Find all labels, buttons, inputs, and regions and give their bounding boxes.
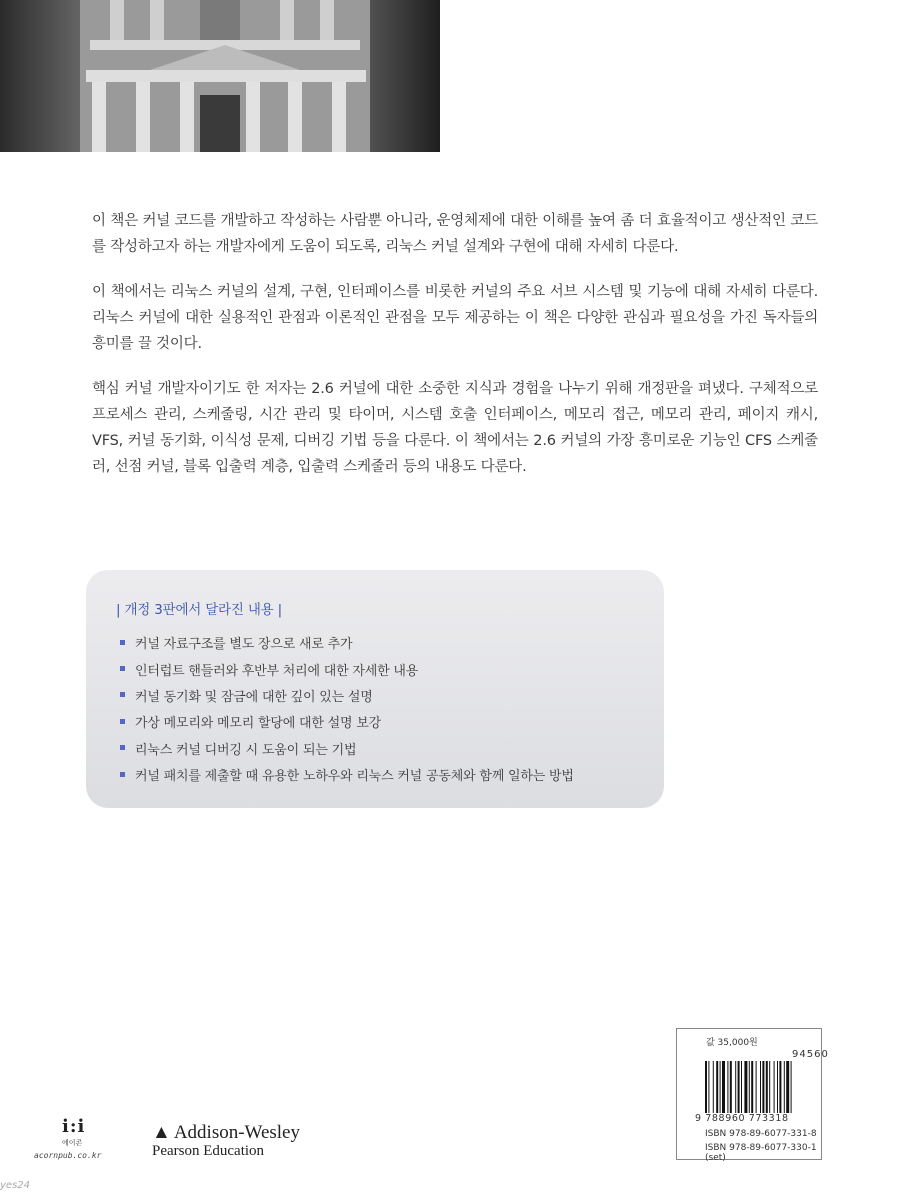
list-item: 리눅스 커널 디버깅 시 도움이 되는 기법 xyxy=(120,738,574,764)
barcode-addon-number: 94560 xyxy=(792,1049,829,1060)
edition-changes-box xyxy=(86,570,664,808)
square-bullet-icon xyxy=(120,772,125,777)
isbn-number: ISBN 978-89-6077-331-8 xyxy=(705,1129,817,1139)
description-paragraph-1: 이 책은 커널 코드를 개발하고 작성하는 사람뿐 아니라, 운영체제에 대한 이해를 높여 좀 더 효율적이고 생산적인 코드를 작성하고자 하는 개발자에게 도움이 되도록, 리눅스 커널 설계와 구현에 대해 자세히 다룬다. xyxy=(92,213,818,255)
description-paragraph-3: 핵심 커널 개발자이기도 한 저자는 2.6 커널에 대한 소중한 지식과 경험을 나누기 위해 개정판을 펴냈다. 구체적으로 프로세스 관리, 스케줄링, 시간 관리 및 타이머, 시스템 호출 인터페이스, 메모리 접근, 메모리 관리, 페이지 캐시, VFS, 커널 동기화, 이식성 문제, 디버깅 기법 등을 다룬다. 이 책에서는 2.6 커널의 가장 흥미로운 기능인 CFS 스케줄러, 선점 커널, 블록 입출력 계층, 입출력 스케줄러 등의 내용도 다룬다. xyxy=(92,381,818,475)
list-item: 커널 패치를 제출할 때 유용한 노하우와 리눅스 커널 공동체와 함께 일하는 방법 xyxy=(120,764,574,790)
cover-photo-petra-treasury xyxy=(0,0,440,152)
square-bullet-icon xyxy=(120,692,125,697)
addison-wesley-name: Addison-Wesley xyxy=(173,1122,300,1143)
list-item: 가상 메모리와 메모리 할당에 대한 설명 보강 xyxy=(120,711,574,737)
isbn-barcode-block xyxy=(676,1028,829,1163)
barcode-icon xyxy=(705,1061,815,1113)
square-bullet-icon xyxy=(120,745,125,750)
edition-changes-list xyxy=(120,632,574,790)
description-text xyxy=(92,208,818,499)
price-label: 값 35,000원 xyxy=(706,1038,758,1048)
list-item: 인터럽트 핸들러와 후반부 처리에 대한 자세한 내용 xyxy=(120,658,574,684)
list-item: 커널 자료구조를 별도 장으로 새로 추가 xyxy=(120,632,574,658)
pearson-education-name: Pearson Education xyxy=(152,1143,265,1159)
acorn-url: acornpub.co.kr xyxy=(34,1151,102,1160)
acorn-korean-name: 에이콘 xyxy=(62,1139,83,1147)
aw-triangle-icon: ▲ xyxy=(152,1122,171,1143)
square-bullet-icon xyxy=(120,640,125,645)
watermark-stamp: yes24 xyxy=(0,1180,31,1191)
square-bullet-icon xyxy=(120,666,125,671)
addison-wesley-logo xyxy=(152,1122,300,1144)
barcode-digits: 9 788960 773318 xyxy=(695,1113,789,1124)
isbn-set-number: ISBN 978-89-6077-330-1 (set) xyxy=(705,1143,817,1163)
description-paragraph-2: 이 책에서는 리눅스 커널의 설계, 구현, 인터페이스를 비롯한 커널의 주요 서브 시스템 및 기능에 대해 자세히 다룬다. 리눅스 커널에 대한 실용적인 관점과 이론적인 관점을 모두 제공하는 이 책은 다양한 관심과 필요성을 가진 독자들의 흥미를 끌 것이다. xyxy=(92,284,818,352)
list-item: 커널 동기화 및 잠금에 대한 깊이 있는 설명 xyxy=(120,685,574,711)
edition-changes-title: | 개정 3판에서 달라진 내용 | xyxy=(116,602,282,618)
square-bullet-icon xyxy=(120,719,125,724)
acorn-logo: i:i xyxy=(62,1116,86,1137)
